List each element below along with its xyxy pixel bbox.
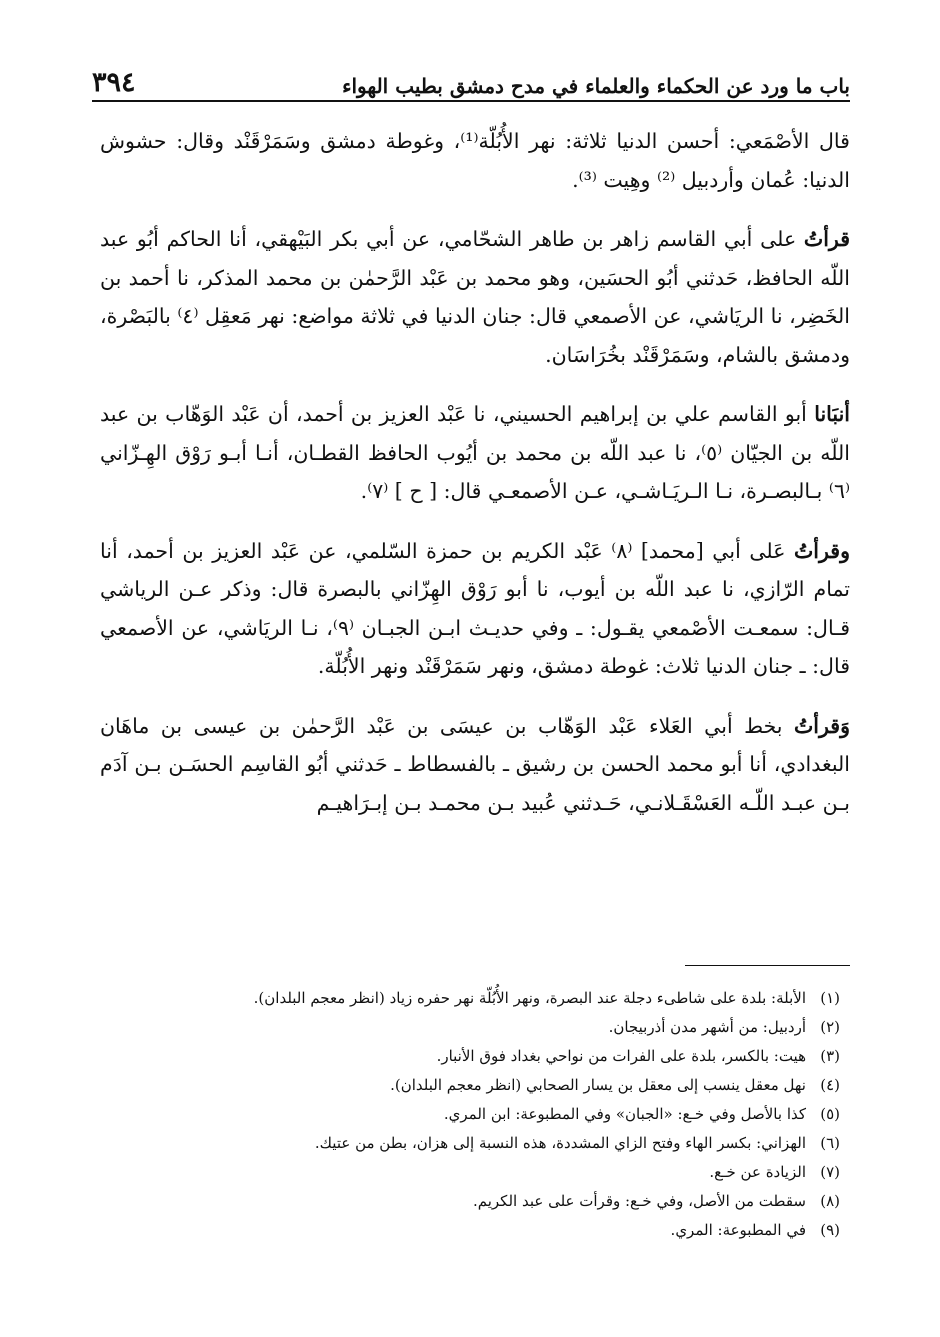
footnote bbox=[100, 1042, 840, 1071]
paragraph-lead: أنبَانا bbox=[814, 402, 850, 426]
footnote bbox=[100, 1187, 840, 1216]
running-title: باب ما ورد عن الحكماء والعلماء في مدح دمشق بطيب الهواء bbox=[342, 74, 850, 98]
paragraph bbox=[100, 220, 850, 374]
footnotes-list bbox=[100, 984, 840, 1245]
footnote-text: أردبيل: من أشهر مدن أذربيجان. bbox=[608, 1018, 806, 1036]
footnote-text: هيت: بالكسر، بلدة على الفرات من نواحي بغداد فوق الأنبار. bbox=[436, 1047, 806, 1065]
footnote-number: (٢) bbox=[820, 1018, 840, 1036]
footnote-number: (٤) bbox=[820, 1076, 840, 1094]
paragraph-text: على أبي القاسم زاهر بن طاهر الشحّامي، عن أبي بكر البَيْهقي، أنا الحاكم أبُو عبد اللّه الحافظ، حَدثني أبُو الحسَين، وهو محمد بن عَبْد الرَّحمٰن بن محمد المذكر، نا أحمد بن الخَضِر، نا الريَاشي، عن الأصمعي قال: جنان الدنيا في ثلاثة مواضع: نهر مَعقِل ⁽٤⁾ بالبَصْرة، ودمشق بالشام، وسَمَرْقَنْد بخُرَاسَان. bbox=[100, 227, 850, 367]
paragraph bbox=[100, 122, 850, 199]
footnote bbox=[100, 1071, 840, 1100]
footnote bbox=[100, 1216, 840, 1245]
running-header bbox=[92, 52, 850, 102]
paragraph-lead: وقرأتُ bbox=[793, 538, 850, 563]
footnote-number: (٨) bbox=[820, 1192, 840, 1210]
footnote-text: الهزاني: بكسر الهاء وفتح الزاي المشددة، هذه النسبة إلى هزان، بطن من عتيك. bbox=[314, 1134, 806, 1152]
footnote bbox=[100, 1129, 840, 1158]
footnote bbox=[100, 1100, 840, 1129]
paragraph-text: عَلى أبي [محمد] ⁽٨⁾ عَبْد الكريم بن حمزة السّلمي، عن عَبْد العزيز بن أحمد، أنا تمام الرّازي، نا عبد اللّه بن أيوب، نا أبو رَوْق الهِزّاني بالبصرة قال: وذكر عـن الرياشي قـال: سمعـت الأصْمعي يقـول: ـ وفي حديـث ابـن الجبـان ⁽٩⁾، نـا الريَاشي، عن الأصمعي قال: ـ جنان الدنيا ثلاث: غوطة دمشق، ونهر سَمَرْقَنْد ونهر الأُبُلّة. bbox=[100, 538, 850, 678]
footnote-text: الأبلة: بلدة على شاطىء دجلة عند البصرة، ونهر الأُبُلّة نهر حفره زياد (انظر معجم البلدان). bbox=[253, 989, 806, 1007]
footnote-number: (٩) bbox=[820, 1221, 840, 1239]
paragraph bbox=[100, 395, 850, 511]
footnote-text: كذا بالأصل وفي خـع: «الجبان» وفي المطبوعة: ابن المري. bbox=[443, 1105, 806, 1123]
paragraph bbox=[100, 532, 850, 686]
page-number: ٣٩٤ bbox=[92, 67, 136, 98]
footnote-text: الزيادة عن خـع. bbox=[709, 1163, 806, 1181]
paragraph-lead: وَقرأتُ bbox=[793, 713, 850, 738]
paragraph bbox=[100, 707, 850, 823]
footnote-text: سقطت من الأصل، وفي خـع: وقرأت على عبد الكريم. bbox=[472, 1192, 806, 1210]
footnote bbox=[100, 1158, 840, 1187]
paragraph-text: بخط أبي العَلاء عَبْد الوَهّاب بن عيسَى بن عَبْد الرَّحمٰن بن عيسى بن ماهَان البغدادي، أنا أبو محمد الحسن بن رشيق ـ بالفسطاط ـ حَدثني أبُو القاسِم الحسَـن بـن آدَم بـن عبـد اللّـه العَسْقَـلانـي، حَـدثني عُبيد بـن محمـد بـن إبـرَاهيـم bbox=[100, 713, 850, 815]
paragraph-text: قال الأصْمَعي: أحسن الدنيا ثلاثة: نهر الأُبُلّة⁽¹⁾، وغوطة دمشق وسَمَرْقَنْد وقال: حشوش الدنيا: عُمان وأردبيل ⁽²⁾ وهِيت ⁽³⁾. bbox=[100, 129, 850, 192]
footnote-number: (٣) bbox=[820, 1047, 840, 1065]
footnote-number: (١) bbox=[820, 989, 840, 1007]
footnote-separator bbox=[685, 965, 850, 966]
footnote-number: (٦) bbox=[820, 1134, 840, 1152]
paragraph-text: أبو القاسم علي بن إبراهيم الحسيني، نا عَبْد العزيز بن أحمد، أن عَبْد الوَهّاب بن عبد اللّه بن الجيّان ⁽٥⁾، نا عبد اللّه بن محمد بن أيُوب الحافظ القطـان، أنـا أبـو رَوْق الهِـزّاني ⁽٦⁾ بـالبصـرة، نـا الـريَـاشـي، عـن الأصمعـي قال: [ ح ] ⁽٧⁾. bbox=[100, 402, 851, 503]
paragraph-lead: قرأتُ bbox=[803, 227, 850, 251]
footnote-text: في المطبوعة: المري. bbox=[670, 1221, 806, 1239]
footnote bbox=[100, 1013, 840, 1042]
footnote-text: نهل معقل ينسب إلى معقل بن يسار الصحابي (انظر معجم البلدان). bbox=[390, 1076, 806, 1094]
footnote bbox=[100, 984, 840, 1013]
main-text bbox=[100, 122, 850, 843]
footnote-number: (٧) bbox=[820, 1163, 840, 1181]
footnote-number: (٥) bbox=[820, 1105, 840, 1123]
